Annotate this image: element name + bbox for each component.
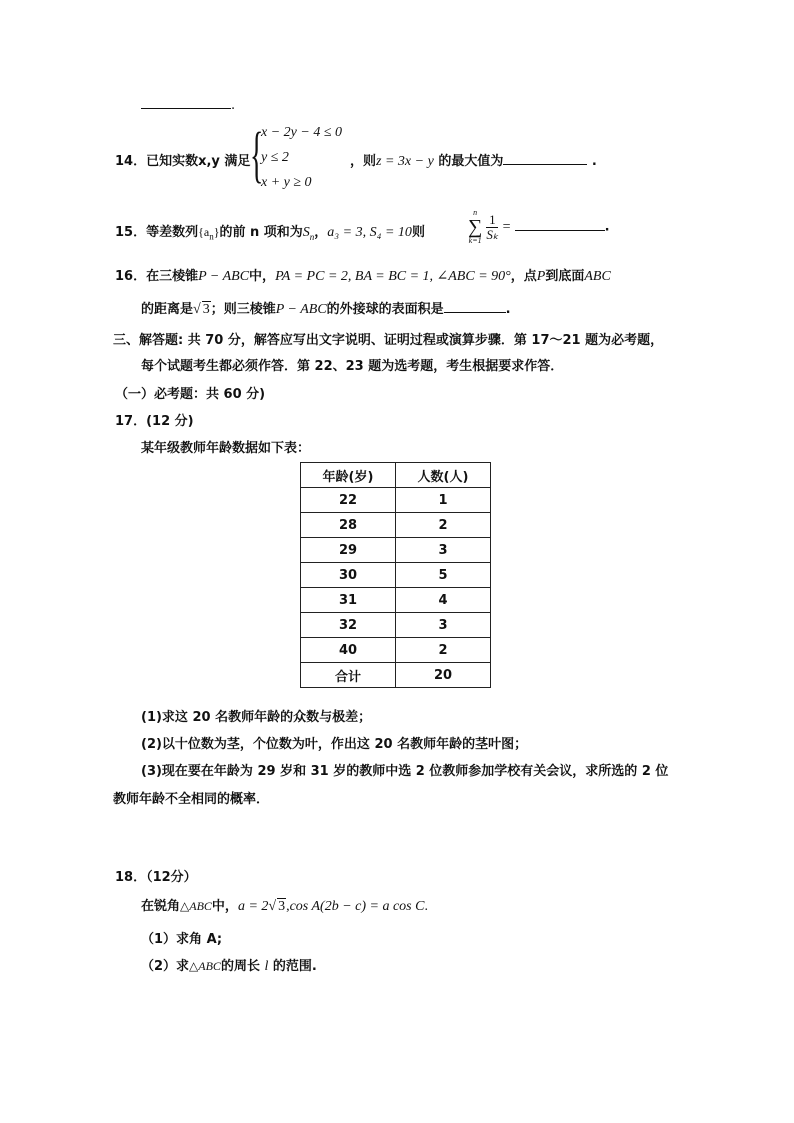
answer-blank (515, 218, 605, 231)
table-cell: 40 (301, 638, 396, 663)
sigma-symbol: n ∑ k=1 (468, 208, 483, 245)
constraint-1: x − 2y − 4 ≤ 0 (261, 125, 343, 140)
question-text: ；则三棱锥 (210, 302, 276, 317)
section-3-instructions-line-2: 每个试题考生都必须作答．第 22、23 题为选考题，考生根据要求作答． (141, 359, 564, 374)
question-18-part-1: （1）求角 A; (141, 932, 223, 947)
table-row (301, 588, 491, 613)
question-text: 等差数列 (146, 225, 199, 240)
table-cell: 合计 (301, 663, 396, 688)
question-text: ，则 (350, 154, 377, 169)
equals-sign: = (502, 219, 511, 235)
summation-expression (468, 208, 610, 246)
question-text: 的范围. (272, 959, 317, 974)
question-17-part-2: (2)以十位数为茎，个位数为叶，作出这 20 名教师年龄的茎叶图； (141, 737, 528, 752)
answer-blank (503, 152, 587, 165)
table-cell: 3 (396, 613, 491, 638)
objective-function: z = 3x − y (376, 154, 434, 169)
condition: cos A(2b − c) = a cos C (289, 899, 425, 914)
period: . (231, 98, 236, 113)
question-17-part-3-line-2: 教师年龄不全相同的概率． (113, 792, 270, 807)
question-17-intro: 某年级教师年龄数据如下表： (141, 441, 311, 456)
table-cell: 28 (301, 513, 396, 538)
table-cell: 30 (301, 563, 396, 588)
question-text: 的前 n 项和为 (219, 225, 303, 240)
pyramid-name: P − ABC (198, 269, 250, 284)
question-text: 则 (411, 225, 425, 240)
table-row (301, 488, 491, 513)
question-16-line-1 (115, 265, 611, 285)
table-row (301, 513, 491, 538)
triangle-name: △ABC (189, 959, 221, 973)
given-values: a₃ = 3, S₄ = 10 (327, 225, 412, 240)
question-18-part-2 (141, 955, 317, 975)
question-text: 的距离是 (141, 302, 194, 317)
question-17-number: 17．(12 分) (115, 414, 194, 429)
question-text: 到底面 (545, 269, 585, 284)
table-cell: 5 (396, 563, 491, 588)
question-17-part-3-line-1: (3)现在要在年龄为 29 岁和 31 岁的教师中选 2 位教师参加学校有关会议，求所选的 2 位 (141, 764, 669, 779)
question-18-number: 18．（12分） (115, 870, 197, 885)
question-16-line-2: 的距离是√ 3；则三棱锥P − ABC的外接球的表面积是 . (141, 302, 511, 317)
question-text: ，点 (510, 269, 537, 284)
question-17-part-1: (1)求这 20 名教师年龄的众数与极差； (141, 710, 372, 725)
question-text: 中， (249, 269, 276, 284)
question-text: 在三棱锥 (146, 269, 199, 284)
table-row (301, 563, 491, 588)
table-row (301, 538, 491, 563)
table-cell: 31 (301, 588, 396, 613)
period: . (505, 302, 511, 317)
table-header-count: 人数(人) (396, 463, 491, 488)
table-cell: 1 (396, 488, 491, 513)
answer-blank (141, 96, 231, 109)
question-14-tail (350, 150, 597, 170)
constraint-2: y ≤ 2 (261, 150, 289, 165)
comma: , (286, 899, 290, 914)
given-conditions: PA = PC = 2, BA = BC = 1, ∠ABC = 90° (275, 269, 511, 284)
table-cell: 22 (301, 488, 396, 513)
question-text: （2）求 (141, 959, 190, 974)
sum-notation: $S_n$ (302, 225, 315, 242)
question-text: 的最大值为 (438, 154, 504, 169)
answer-blank (444, 300, 506, 313)
question-text: 的外接球的表面积是 (326, 302, 444, 317)
base-abc: ABC (584, 269, 611, 284)
section-3-instructions-line-1: 三、解答题: 共 70 分，解答应写出文字说明、证明过程或演算步骤．第 17～21 题为必考题， (113, 333, 664, 348)
question-number: 16． (115, 269, 147, 284)
point-p: P (536, 269, 546, 284)
table-cell: 29 (301, 538, 396, 563)
period: . (591, 154, 597, 169)
question-text: 中， (211, 899, 238, 914)
system-brace: { (250, 121, 264, 189)
table-cell: 4 (396, 588, 491, 613)
table-cell: 2 (396, 638, 491, 663)
required-questions-heading: （一）必考题：共 60 分) (115, 387, 266, 402)
previous-answer-blank-line (141, 96, 235, 113)
teacher-age-table (300, 462, 491, 688)
question-text: ， (314, 225, 328, 240)
question-15 (115, 221, 425, 242)
period: . (424, 899, 428, 914)
table-cell: 20 (396, 663, 491, 688)
table-cell: 3 (396, 538, 491, 563)
pyramid-name: P − ABC (275, 302, 327, 317)
question-text: 的周长 (220, 959, 260, 974)
sequence-notation: $\{a_n\}$ (198, 225, 220, 242)
question-14 (115, 150, 250, 169)
question-number: 15． (115, 225, 147, 240)
table-cell: 2 (396, 513, 491, 538)
table-header-age: 年龄(岁) (301, 463, 396, 488)
sqrt-value: 3 (278, 899, 286, 914)
constraint-3: x + y ≥ 0 (261, 175, 312, 190)
triangle-name: △ABC (180, 899, 212, 913)
table-row (301, 613, 491, 638)
side-a: a = 2 (237, 899, 269, 914)
table-total-row (301, 663, 491, 688)
question-number: 14． (115, 154, 147, 169)
question-18-statement: 在锐角△ABC中，a = 2√ 3,cos A(2b − c) = a cos C. (141, 899, 428, 914)
question-text: 在锐角 (141, 899, 181, 914)
table-row (301, 638, 491, 663)
question-text: 已知实数x,y 满足 (146, 154, 251, 169)
sqrt-value: 3 (202, 302, 210, 317)
perimeter-symbol: l (264, 959, 269, 974)
fraction: $\frac{1}{\text{Sₖ}}$ (486, 211, 499, 242)
table-header-row (301, 463, 491, 488)
table-cell: 32 (301, 613, 396, 638)
period: . (604, 219, 610, 235)
